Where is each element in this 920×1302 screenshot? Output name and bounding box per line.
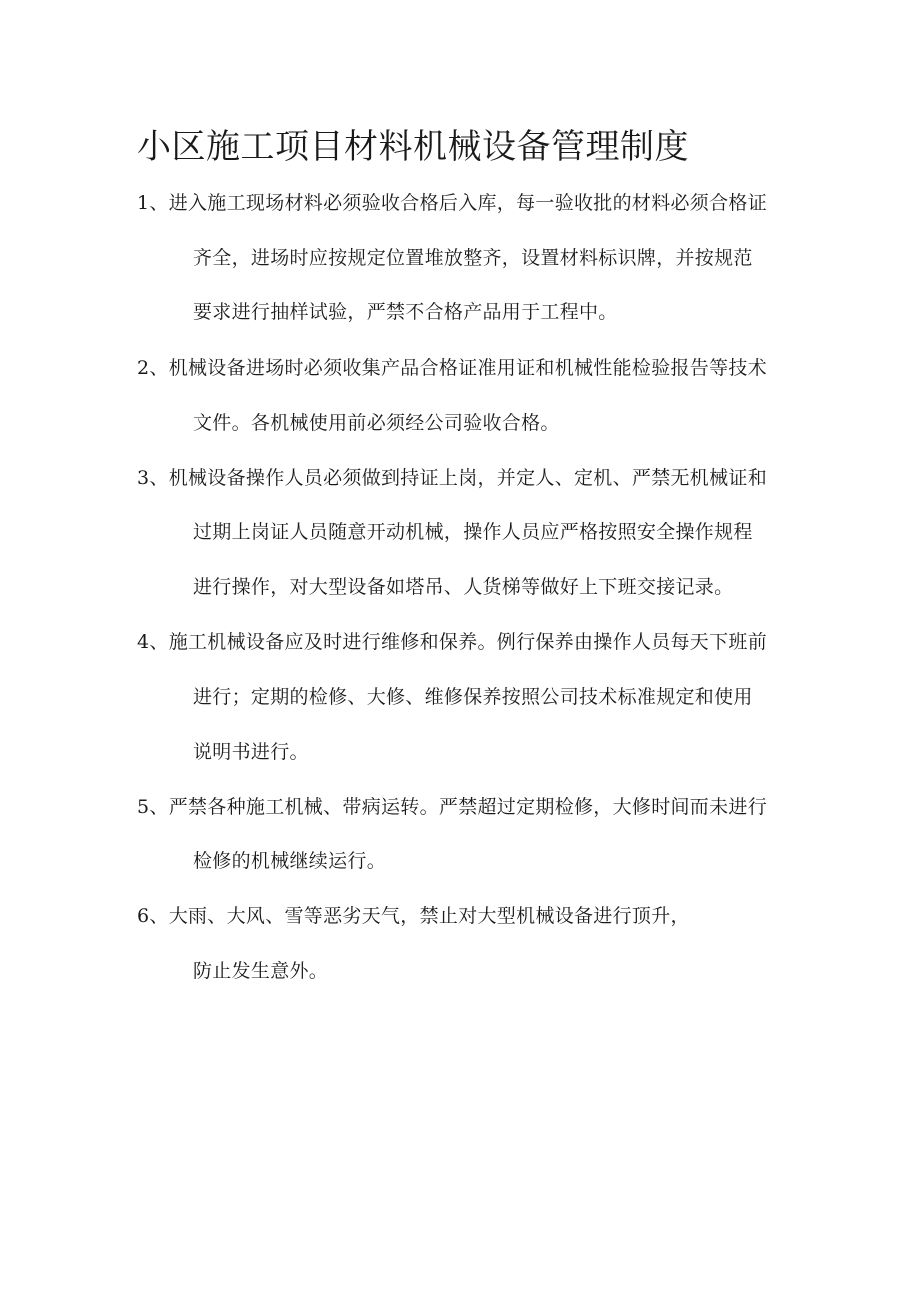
item-4-line-1: 4、施工机械设备应及时进行维修和保养。例行保养由操作人员每天下班前 — [137, 631, 767, 653]
item-4-line-3: 说明书进行。 — [193, 741, 309, 763]
item-1-line-2: 齐全，进场时应按规定位置堆放整齐，设置材料标识牌，并按规范 — [193, 247, 753, 269]
item-5-line-1: 5、严禁各种施工机械、带病运转。严禁超过定期检修，大修时间而未进行 — [137, 796, 767, 818]
item-6-line-1: 6、大雨、大风、雪等恶劣天气，禁止对大型机械设备进行顶升， — [137, 905, 690, 927]
item-6-line-2: 防止发生意外。 — [193, 960, 329, 982]
item-2-line-1: 2、机械设备进场时必须收集产品合格证准用证和机械性能检验报告等技术 — [137, 357, 767, 379]
item-1-line-3: 要求进行抽样试验，严禁不合格产品用于工程中。 — [193, 301, 618, 323]
item-3-line-2: 过期上岗证人员随意开动机械，操作人员应严格按照安全操作规程 — [193, 521, 753, 543]
document-title: 小区施工项目材料机械设备管理制度 — [137, 127, 689, 167]
item-1-line-1: 1、进入施工现场材料必须验收合格后入库，每一验收批的材料必须合格证 — [137, 192, 767, 214]
item-2-line-2: 文件。各机械使用前必须经公司验收合格。 — [193, 412, 560, 434]
item-5-line-2: 检修的机械继续运行。 — [193, 850, 387, 872]
item-3-line-1: 3、机械设备操作人员必须做到持证上岗，并定人、定机、严禁无机械证和 — [137, 467, 767, 489]
item-3-line-3: 进行操作，对大型设备如塔吊、人货梯等做好上下班交接记录。 — [193, 576, 734, 598]
item-4-line-2: 进行；定期的检修、大修、维修保养按照公司技术标准规定和使用 — [193, 686, 753, 708]
